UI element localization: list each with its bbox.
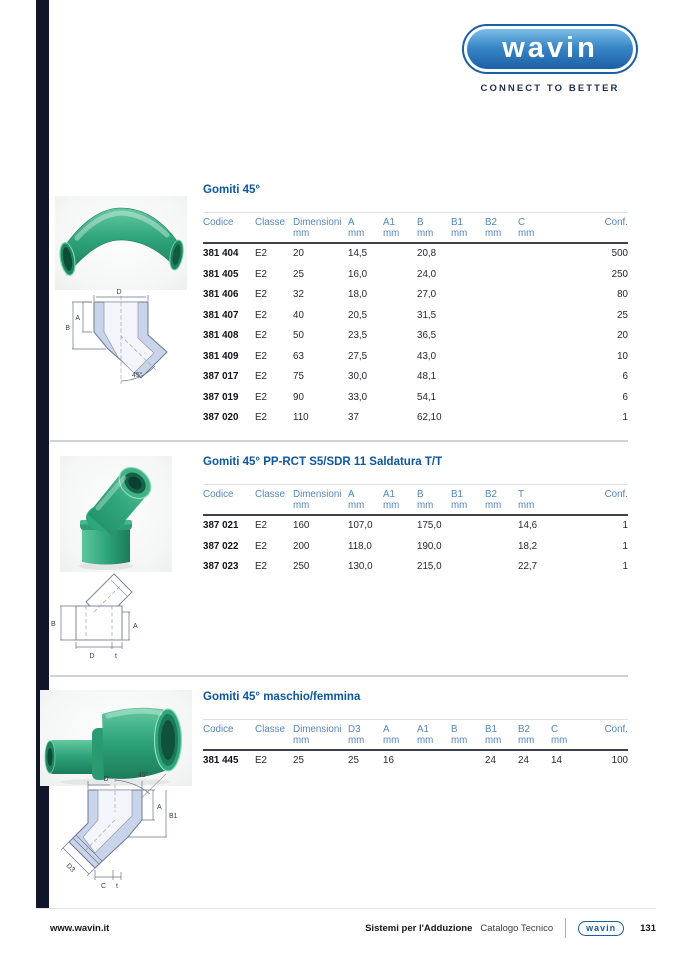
table-cell: 22,7 <box>518 561 538 572</box>
table-cell <box>518 326 560 347</box>
table-cell <box>451 243 485 265</box>
diagram-label-a: A <box>157 804 162 811</box>
table-cell: 200 <box>293 540 310 552</box>
column-header-b1: B1 mm <box>451 485 485 516</box>
table-cell: 50 <box>293 330 304 341</box>
table-row <box>203 243 628 265</box>
wavin-logo-pill <box>467 29 633 69</box>
table-cell <box>383 265 417 286</box>
table-cell: 18,0 <box>348 289 368 300</box>
table-cell: E2 <box>255 248 267 259</box>
table-cell: 215,0 <box>417 561 442 572</box>
column-header-b: B mm <box>417 213 451 244</box>
table-cell <box>518 388 560 409</box>
diagram-label-d: D <box>89 653 95 660</box>
table-cell <box>518 347 560 368</box>
column-header-b2: B2 mm <box>518 720 551 751</box>
table-cell: 30,0 <box>348 371 368 382</box>
wavin-logo-text: wavin <box>502 31 598 64</box>
table-cell: E2 <box>255 289 267 300</box>
table-cell: 6 <box>622 371 628 382</box>
table-cell <box>518 265 560 286</box>
table-cell: 24 <box>518 755 529 766</box>
diagram-label-d: D <box>116 289 122 296</box>
diagram-label-b: B <box>65 325 70 332</box>
diagram-label-angle: 45° <box>138 772 149 779</box>
table-cell <box>383 537 417 558</box>
table-cell: 27,5 <box>348 350 368 362</box>
table-cell <box>485 515 518 537</box>
diagram-label-a: A <box>133 623 138 630</box>
table-cell: 14,6 <box>518 520 538 531</box>
column-header-b2: B2 mm <box>485 485 518 516</box>
technical-drawing-elbow-45 <box>50 286 185 390</box>
table-cell: 63 <box>293 350 304 362</box>
table-row <box>203 265 628 286</box>
diagram-label-angle: 45° <box>132 372 143 379</box>
table-cell: 32 <box>293 289 304 300</box>
table-cell: 381 409 <box>203 350 239 362</box>
table-row <box>203 326 628 347</box>
product-photo-elbow-45 <box>55 196 187 290</box>
table-cell: 25 <box>348 755 359 766</box>
column-header-d3: D3 mm <box>348 720 383 751</box>
table-cell: E2 <box>255 561 267 572</box>
column-header-a1: A1 mm <box>417 720 451 751</box>
table-cell: 381 407 <box>203 309 239 321</box>
table-cell <box>485 557 518 578</box>
table-cell: 1 <box>622 561 628 572</box>
table-cell: E2 <box>255 755 267 766</box>
table-cell: 387 023 <box>203 561 239 572</box>
elbow-45-mf-diagram-graphic <box>40 768 198 890</box>
table-row <box>203 285 628 306</box>
table-cell: 20,8 <box>417 248 437 259</box>
footer-series-title: Sistemi per l'Adduzione <box>365 922 473 934</box>
table-cell: 18,2 <box>518 540 538 552</box>
table-cell <box>485 285 518 306</box>
table-cell: 14 <box>551 755 562 766</box>
table-row <box>203 367 628 388</box>
diagram-label-t: t <box>116 883 118 890</box>
table-cell <box>383 367 417 388</box>
column-header-a: A mm <box>383 720 417 751</box>
table-cell <box>383 515 417 537</box>
table-cell <box>485 243 518 265</box>
elbow-45-pprct-photo-graphic <box>60 456 172 572</box>
table-cell: 387 022 <box>203 540 239 552</box>
footer-wavin-logo-text: wavin <box>586 922 617 933</box>
table-cell: 14,5 <box>348 248 368 259</box>
column-header-b2: B2 mm <box>485 213 518 244</box>
table-row <box>203 750 628 772</box>
column-header-c: C mm <box>551 720 584 751</box>
column-header-codice: Codice <box>203 213 255 244</box>
elbow-45-pprct-diagram-graphic <box>48 566 148 662</box>
table-cell <box>485 347 518 368</box>
table-cell: 16,0 <box>348 268 368 280</box>
table-cell: 1 <box>622 412 628 423</box>
table-cell <box>518 243 560 265</box>
column-header-a1: A1 mm <box>383 213 417 244</box>
elbow-45-photo-graphic <box>55 196 187 290</box>
column-header-a1: A1 mm <box>383 485 417 516</box>
diagram-label-c: C <box>101 883 107 890</box>
table-cell: E2 <box>255 350 267 362</box>
table-cell <box>485 306 518 327</box>
diagram-label-d: D <box>103 776 109 783</box>
table-cell <box>383 408 417 429</box>
table-cell: 27,0 <box>417 289 437 300</box>
brand-tagline: CONNECT TO BETTER <box>480 83 620 94</box>
table-cell: 381 406 <box>203 289 239 300</box>
column-header-a: A mm <box>348 213 383 244</box>
column-header-codice: Codice <box>203 485 255 516</box>
table-cell: 36,5 <box>417 330 437 341</box>
header-row <box>203 213 628 244</box>
table-cell: 500 <box>611 248 628 259</box>
column-header-c: C mm <box>518 213 560 244</box>
table-cell: 250 <box>611 268 628 280</box>
technical-drawing-elbow-45-mf <box>40 768 198 890</box>
table-row <box>203 347 628 368</box>
table-cell <box>451 408 485 429</box>
column-header-conf-: Conf. <box>560 213 628 244</box>
table-cell <box>383 347 417 368</box>
table-cell: 24 <box>485 755 496 766</box>
spec-table-gomiti-45-mf <box>203 719 628 772</box>
table-cell <box>383 285 417 306</box>
table-cell: 387 021 <box>203 520 239 531</box>
table-cell <box>451 285 485 306</box>
table-cell: 1 <box>622 520 628 531</box>
table-cell: 20 <box>293 248 304 259</box>
diagram-label-b: B <box>51 621 56 628</box>
diagram-label-a: A <box>75 315 80 322</box>
table-cell: 31,5 <box>417 309 437 321</box>
table-cell <box>451 306 485 327</box>
footer-rule <box>36 908 656 909</box>
technical-drawing-elbow-45-pprct <box>48 566 148 662</box>
table-cell <box>518 408 560 429</box>
table-cell <box>485 265 518 286</box>
table-cell: 43,0 <box>417 350 437 362</box>
page-number: 131 <box>640 922 656 934</box>
footer-catalog-label: Catalogo Tecnico <box>480 922 554 934</box>
footer-wavin-logo <box>578 921 624 936</box>
column-header-dimensioni: Dimensioni mm <box>293 485 348 516</box>
table-cell: E2 <box>255 330 267 341</box>
footer-divider <box>565 918 566 938</box>
section-title-gomiti-45: Gomiti 45° <box>203 184 261 196</box>
table-cell: 381 404 <box>203 248 239 259</box>
table-cell <box>451 326 485 347</box>
table-cell <box>451 515 485 537</box>
column-header-dimensioni: Dimensioni mm <box>293 720 348 751</box>
column-header-classe: Classe <box>255 720 293 751</box>
table-cell: 16 <box>383 755 394 766</box>
section-divider <box>50 675 628 677</box>
table-cell <box>451 265 485 286</box>
column-header-conf-: Conf. <box>584 720 628 751</box>
table-cell <box>383 557 417 578</box>
table-cell <box>485 388 518 409</box>
table-cell: 118,0 <box>348 540 372 552</box>
table-cell: 20,5 <box>348 309 368 321</box>
spec-table-gomiti-45 <box>203 212 628 429</box>
column-header-b1: B1 mm <box>485 720 518 751</box>
table-cell: 62,10 <box>417 412 442 423</box>
table-row <box>203 557 628 578</box>
table-cell: 381 445 <box>203 755 239 766</box>
table-cell: E2 <box>255 412 267 423</box>
column-header-codice: Codice <box>203 720 255 751</box>
table-row <box>203 515 628 537</box>
table-cell <box>451 537 485 558</box>
elbow-45-diagram-graphic <box>50 286 185 390</box>
table-cell <box>417 750 451 772</box>
table-row <box>203 408 628 429</box>
table-cell: 37 <box>348 412 359 423</box>
table-cell <box>518 306 560 327</box>
section-title-gomiti-45-mf: Gomiti 45° maschio/femmina <box>203 691 361 703</box>
table-cell: 110 <box>293 412 309 423</box>
column-header-dimensioni: Dimensioni mm <box>293 213 348 244</box>
diagram-label-d3: D3 <box>64 862 76 874</box>
table-row <box>203 388 628 409</box>
table-cell: 100 <box>611 755 628 766</box>
table-cell <box>485 408 518 429</box>
table-cell: 25 <box>293 755 304 766</box>
column-header-b: B mm <box>451 720 485 751</box>
table-cell: E2 <box>255 371 267 382</box>
table-cell: 48,1 <box>417 371 437 382</box>
wavin-logo <box>462 24 638 74</box>
header-row <box>203 485 628 516</box>
table-cell <box>485 537 518 558</box>
column-header-t: T mm <box>518 485 560 516</box>
table-cell: 107,0 <box>348 520 373 531</box>
column-header-a: A mm <box>348 485 383 516</box>
table-cell: 20 <box>617 330 628 341</box>
table-cell: E2 <box>255 309 267 321</box>
table-cell: 25 <box>293 268 304 280</box>
table-cell <box>451 750 485 772</box>
column-header-b: B mm <box>417 485 451 516</box>
section-divider <box>50 440 628 442</box>
table-cell: 381 405 <box>203 268 239 280</box>
website-link[interactable]: www.wavin.it <box>50 922 110 934</box>
table-cell <box>451 388 485 409</box>
table-cell: 387 020 <box>203 412 239 423</box>
table-cell: 175,0 <box>417 520 442 531</box>
table-cell: 23,5 <box>348 330 368 341</box>
table-cell: 130,0 <box>348 561 373 572</box>
table-cell: E2 <box>255 391 267 403</box>
diagram-label-t: t <box>115 653 117 660</box>
table-cell <box>518 367 560 388</box>
table-cell <box>451 557 485 578</box>
table-cell: 10 <box>617 350 628 362</box>
table-cell: 160 <box>293 520 310 531</box>
column-header-conf-: Conf. <box>560 485 628 516</box>
table-cell: E2 <box>255 520 267 531</box>
table-cell: 1 <box>622 540 628 552</box>
spec-table-gomiti-45-pprct <box>203 484 628 578</box>
table-cell: 381 408 <box>203 330 239 341</box>
table-cell <box>485 367 518 388</box>
table-cell: 33,0 <box>348 391 368 403</box>
column-header-b1: B1 mm <box>451 213 485 244</box>
column-header-classe: Classe <box>255 485 293 516</box>
product-photo-elbow-45-pprct <box>60 456 172 572</box>
table-cell <box>383 306 417 327</box>
table-cell <box>383 326 417 347</box>
table-cell: 54,1 <box>417 391 437 403</box>
table-cell <box>383 388 417 409</box>
table-row <box>203 537 628 558</box>
table-cell: 90 <box>293 391 304 403</box>
footer <box>50 916 656 940</box>
table-cell: 387 019 <box>203 391 239 403</box>
table-cell <box>451 367 485 388</box>
table-cell: 75 <box>293 371 304 382</box>
table-cell: 190,0 <box>417 540 442 552</box>
table-cell: 6 <box>622 391 628 403</box>
table-cell: 250 <box>293 561 310 572</box>
table-cell: 25 <box>617 309 628 321</box>
table-row <box>203 306 628 327</box>
diagram-label-b1: B1 <box>169 813 178 820</box>
column-header-classe: Classe <box>255 213 293 244</box>
section-title-gomiti-45-pprct: Gomiti 45° PP-RCT S5/SDR 11 Saldatura T/T <box>203 456 443 468</box>
table-cell: E2 <box>255 268 267 280</box>
table-cell: 40 <box>293 309 304 321</box>
table-cell <box>518 285 560 306</box>
table-cell <box>451 347 485 368</box>
table-cell: 24,0 <box>417 268 437 280</box>
table-cell <box>485 326 518 347</box>
table-cell: E2 <box>255 540 267 552</box>
table-cell <box>383 243 417 265</box>
header-row <box>203 720 628 751</box>
table-cell: 387 017 <box>203 371 239 382</box>
table-cell: 80 <box>617 289 628 300</box>
footer-right <box>365 918 656 938</box>
